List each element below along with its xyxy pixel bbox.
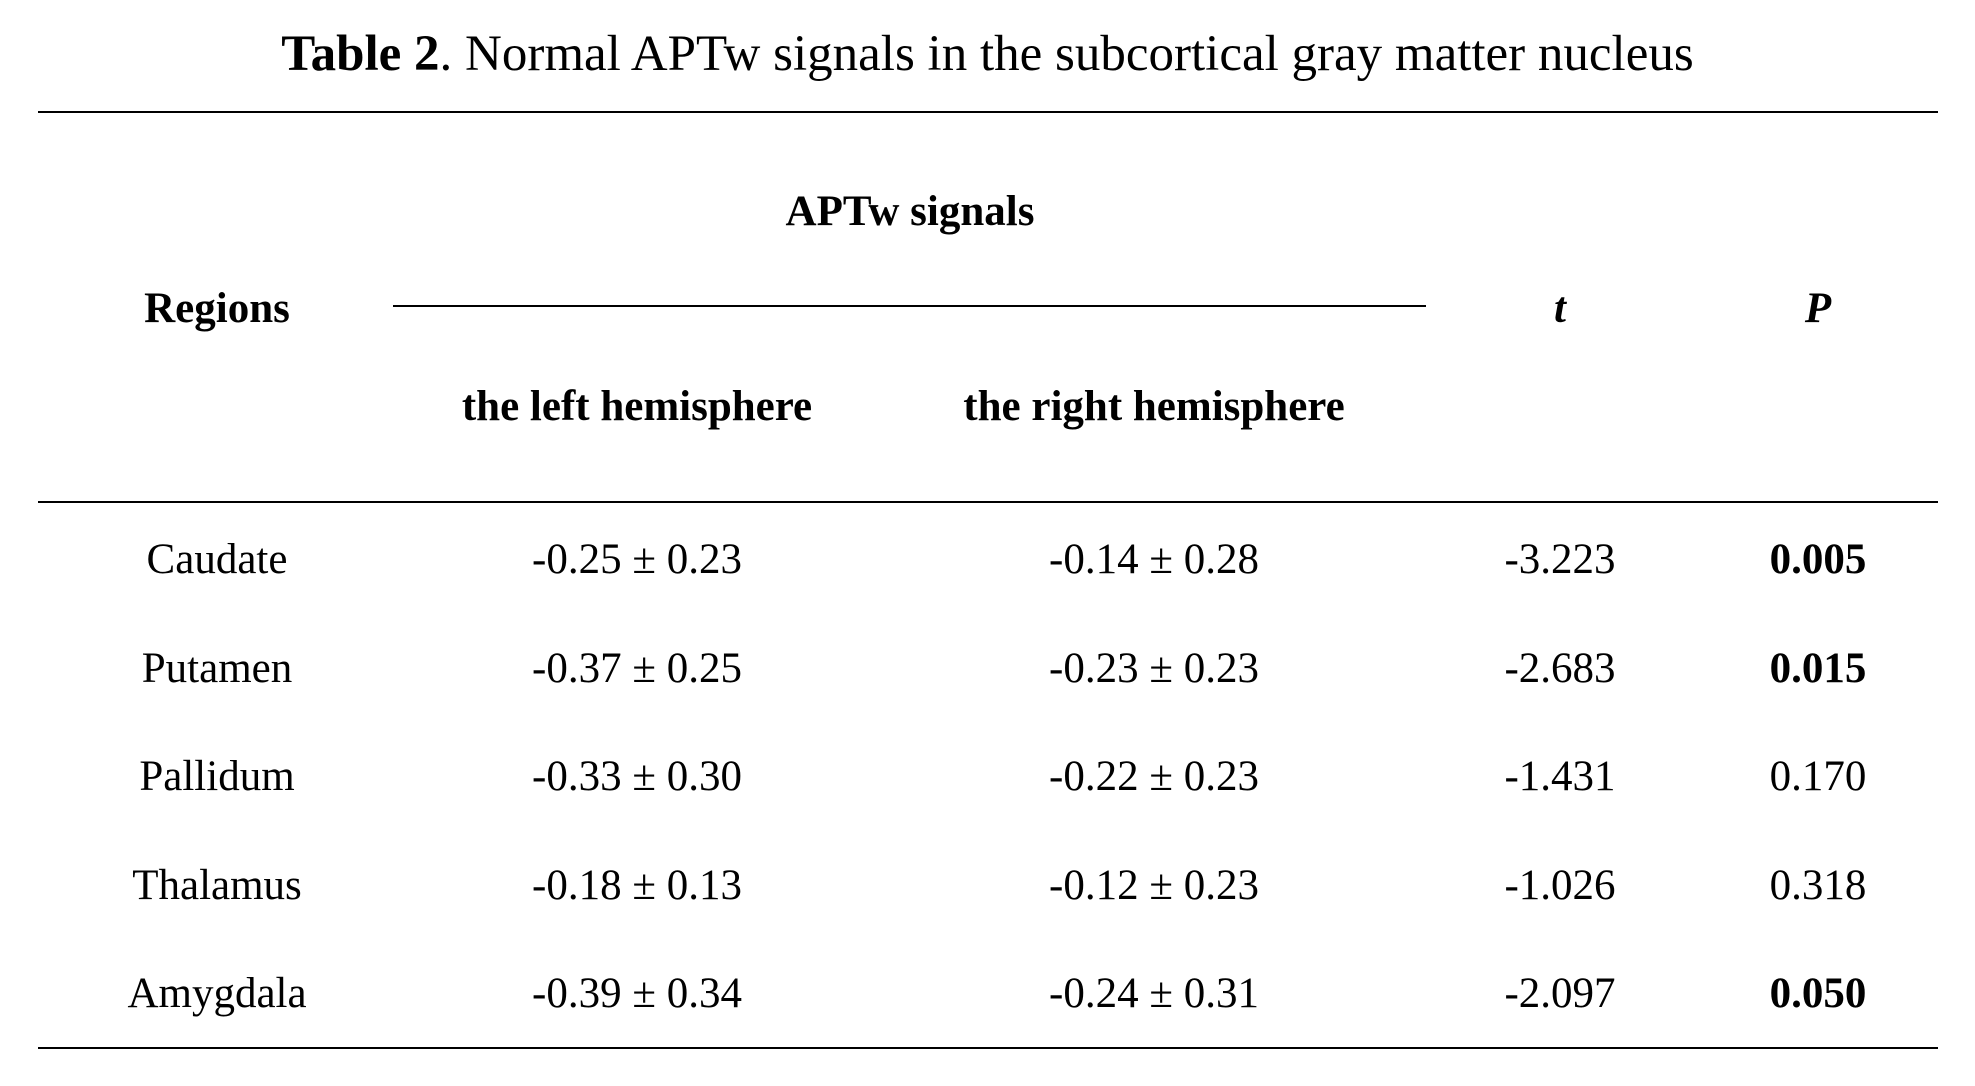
table-caption-text: . Normal APTw signals in the subcortical gray matter nucleus: [439, 26, 1694, 82]
cell-right-hemisphere: -0.23 ± 0.23: [1049, 644, 1259, 692]
cell-p-value: 0.318: [1769, 861, 1867, 909]
cell-region: Pallidum: [139, 753, 295, 800]
top-rule: [38, 111, 1938, 113]
cell-p-value: 0.050: [1769, 970, 1867, 1017]
cell-left-hemisphere: -0.25 ± 0.23: [532, 536, 742, 583]
header-p: P: [1804, 285, 1832, 332]
cell-region: Putamen: [141, 644, 293, 692]
cell-left-hemisphere: -0.39 ± 0.34: [532, 970, 742, 1017]
cell-p-value: 0.170: [1769, 753, 1867, 800]
cell-t-value: -1.431: [1504, 753, 1616, 800]
header-right-hemisphere: the right hemisphere: [963, 383, 1345, 430]
header-regions: Regions: [144, 285, 290, 332]
cell-region: Thalamus: [132, 861, 302, 909]
table-caption-label: Table 2: [281, 26, 440, 82]
header-t: t: [1554, 285, 1566, 332]
cell-t-value: -1.026: [1504, 861, 1616, 909]
header-bottom-rule: [38, 501, 1938, 503]
header-left-hemisphere: the left hemisphere: [461, 383, 813, 430]
cell-p-value: 0.005: [1769, 536, 1867, 583]
cell-t-value: -2.683: [1504, 644, 1616, 692]
cell-right-hemisphere: -0.22 ± 0.23: [1049, 753, 1259, 800]
bottom-rule: [38, 1047, 1938, 1049]
header-group-rule: [393, 305, 1426, 307]
cell-right-hemisphere: -0.14 ± 0.28: [1049, 536, 1259, 583]
cell-right-hemisphere: -0.24 ± 0.31: [1049, 970, 1259, 1017]
cell-p-value: 0.015: [1769, 644, 1867, 692]
cell-region: Amygdala: [127, 970, 307, 1017]
cell-left-hemisphere: -0.18 ± 0.13: [532, 861, 742, 909]
table-caption: [0, 22, 1975, 86]
header-aptw-signals: APTw signals: [785, 188, 1035, 235]
cell-left-hemisphere: -0.37 ± 0.25: [532, 644, 742, 692]
cell-region: Caudate: [146, 536, 288, 583]
cell-t-value: -3.223: [1504, 536, 1616, 583]
cell-t-value: -2.097: [1504, 970, 1616, 1017]
cell-left-hemisphere: -0.33 ± 0.30: [532, 753, 742, 800]
cell-right-hemisphere: -0.12 ± 0.23: [1049, 861, 1259, 909]
